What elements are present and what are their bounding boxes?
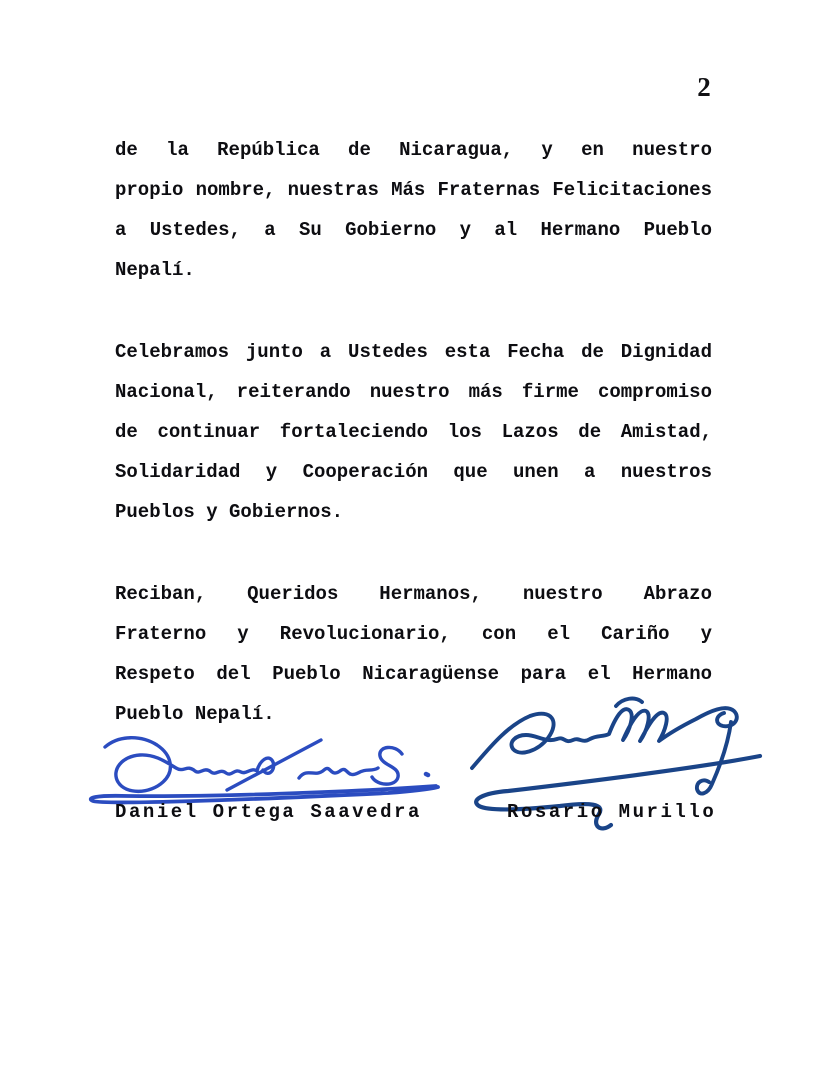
paragraph-1: [115, 130, 712, 290]
page-number: 2: [697, 72, 711, 102]
text-line: Respeto del Pueblo Nicaragüense para el Hermano: [115, 663, 712, 685]
text-line: de la República de Nicaragua, y en nuestro: [115, 139, 712, 161]
signatory-name-daniel-ortega: Daniel Ortega Saavedra: [115, 801, 422, 823]
text-line: a Ustedes, a Su Gobierno y al Hermano Pueblo: [115, 219, 712, 241]
ortega-ink: [91, 738, 438, 803]
signatory-name-rosario-murillo: Rosario Murillo: [507, 801, 717, 823]
text-line: Nepalí.: [115, 259, 195, 281]
text-line: de continuar fortaleciendo los Lazos de Amistad,: [115, 421, 712, 443]
text-line: Reciban, Queridos Hermanos, nuestro Abrazo: [115, 583, 712, 605]
text-line: Solidaridad y Cooperación que unen a nuestros: [115, 461, 712, 483]
letter-body: [115, 130, 712, 734]
paragraph-2: [115, 332, 712, 532]
signature-daniel-ortega-icon: [83, 725, 443, 805]
text-line: Celebramos junto a Ustedes esta Fecha de Dignidad: [115, 341, 712, 363]
text-line: Pueblo Nepalí.: [115, 703, 275, 725]
text-line: Fraterno y Revolucionario, con el Cariño y: [115, 623, 712, 645]
text-line: Pueblos y Gobiernos.: [115, 501, 344, 523]
text-line: propio nombre, nuestras Más Fraternas Felicitaciones: [115, 179, 712, 201]
text-line: Nacional, reiterando nuestro más firme compromiso: [115, 381, 712, 403]
